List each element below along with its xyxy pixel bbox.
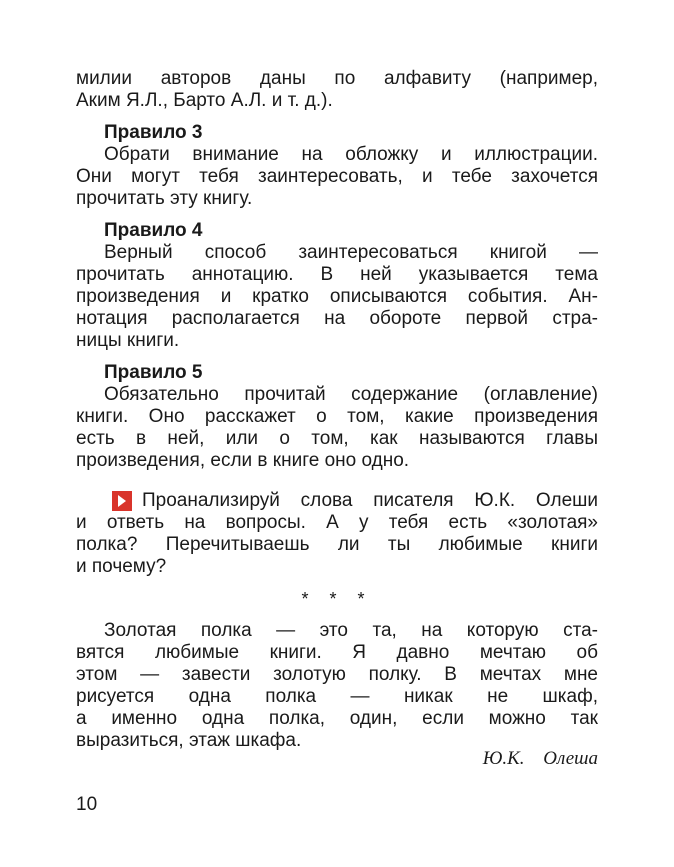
task-line-4: и почему? xyxy=(76,556,167,577)
rule-4-line-1: Верный способ заинтересоваться книгой — xyxy=(104,242,598,263)
section-separator: * * * xyxy=(301,589,373,609)
rule-4-line-3: произведения и кратко описываются события. Ан- xyxy=(76,286,598,307)
task-line-2: и ответь на вопросы. А у тебя есть «золотая» xyxy=(76,512,598,533)
intro-line-1: милии авторов даны по алфавиту (например, xyxy=(76,68,598,89)
rule-3-line-3: прочитать эту книгу. xyxy=(76,188,253,209)
quote-line-4: рисуется одна полка — никак не шкаф, xyxy=(76,686,598,707)
task-line-3: полка? Перечитываешь ли ты любимые книги xyxy=(76,534,598,555)
quote-author: Ю.К. Олеша xyxy=(482,748,598,769)
rule-4-title: Правило 4 xyxy=(104,220,203,241)
rule-5-line-4: произведения, если в книге оно одно. xyxy=(76,450,410,471)
quote-line-1: Золотая полка — это та, на которую ста- xyxy=(104,620,598,641)
intro-line-2: Аким Я.Л., Барто А.Л. и т. д.). xyxy=(76,90,333,111)
rule-5-line-3: есть в ней, или о том, как называются главы xyxy=(76,428,598,449)
rule-5-line-1: Обязательно прочитай содержание (оглавление) xyxy=(104,384,598,405)
rule-5-line-2: книги. Оно расскажет о том, какие произведения xyxy=(76,406,598,427)
rule-3-title: Правило 3 xyxy=(104,122,203,143)
task-line-1: Проанализируй слова писателя Ю.К. Олеши xyxy=(142,490,598,511)
quote-line-5: а именно одна полка, один, если можно так xyxy=(76,708,598,729)
task-marker-icon xyxy=(112,491,132,511)
rule-3-line-2: Они могут тебя заинтересовать, и тебе захочется xyxy=(76,166,598,187)
rule-5-title: Правило 5 xyxy=(104,362,203,383)
quote-line-6: выразиться, этаж шкафа. xyxy=(76,730,302,751)
quote-line-2: вятся любимые книги. Я давно мечтаю об xyxy=(76,642,598,663)
rule-4-line-4: нотация располагается на обороте первой стра- xyxy=(76,308,598,329)
rule-3-line-1: Обрати внимание на обложку и иллюстрации. xyxy=(104,144,598,165)
page-number: 10 xyxy=(76,794,98,815)
rule-4-line-5: ницы книги. xyxy=(76,330,180,351)
rule-4-line-2: прочитать аннотацию. В ней указывается тема xyxy=(76,264,598,285)
quote-line-3: этом — завести золотую полку. В мечтах мне xyxy=(76,664,598,685)
